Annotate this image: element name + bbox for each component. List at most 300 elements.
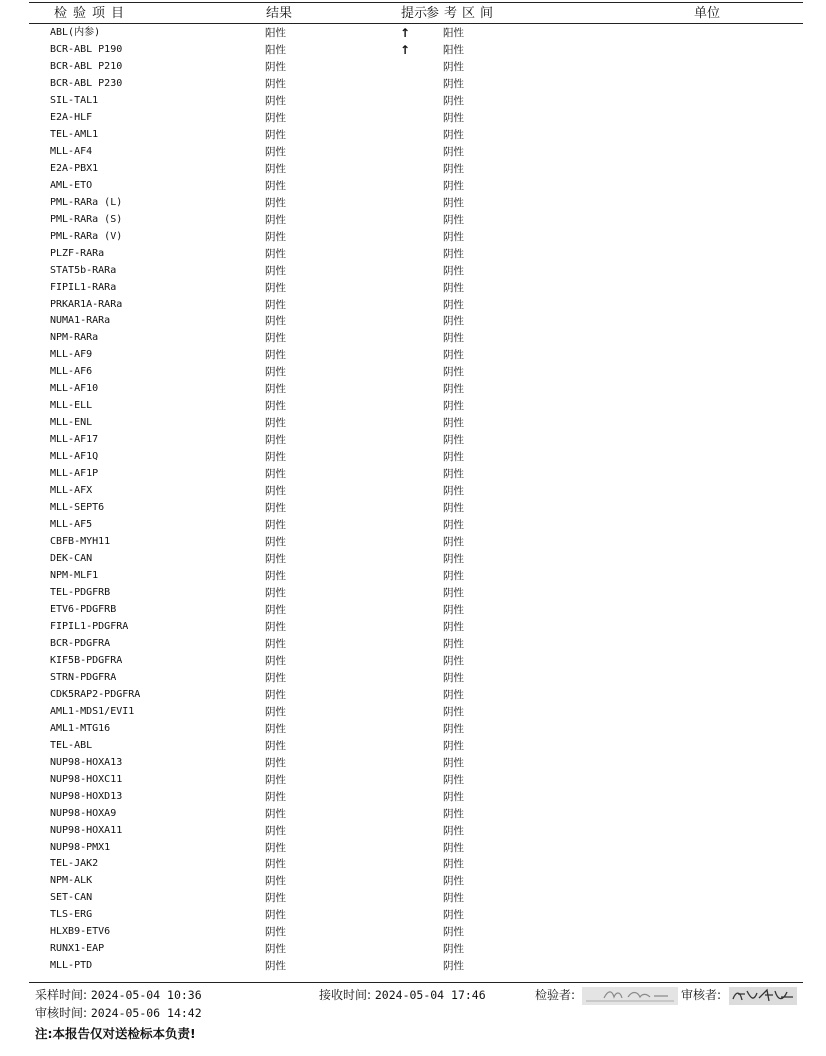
reference-range: 阴性: [443, 77, 464, 90]
test-item-name: AML1-MDS1/EVI1: [50, 705, 135, 717]
result-value: 阴性: [265, 213, 286, 226]
reference-range: 阴性: [443, 739, 464, 752]
abnormal-flag: [398, 958, 412, 975]
abnormal-flag: [398, 789, 412, 806]
result-value: 阴性: [265, 349, 286, 362]
test-item-name: CDK5RAP2-PDGFRA: [50, 688, 141, 700]
test-item-name: BCR-PDGFRA: [50, 637, 111, 649]
result-value: 阴性: [265, 570, 286, 582]
result-value: 阴性: [265, 875, 286, 888]
reference-range: 阴性: [443, 892, 464, 905]
abnormal-flag: [398, 500, 412, 517]
result-value: 阴性: [265, 926, 286, 939]
abnormal-flag: [398, 229, 412, 246]
abnormal-flag: [398, 738, 412, 755]
test-item-name: PML-RARa (L): [50, 196, 123, 208]
reference-range: 阳性: [443, 27, 464, 39]
reference-range: 阴性: [443, 128, 464, 141]
header-unit: 单位: [694, 6, 721, 21]
result-value: 阴性: [265, 128, 286, 141]
reviewer-label: 审核者:: [681, 988, 722, 1002]
tester-label: 检验者:: [535, 988, 576, 1002]
abnormal-flag: [398, 704, 412, 721]
table-row: [0, 42, 826, 59]
abnormal-flag: [398, 381, 412, 398]
abnormal-flag: [398, 415, 412, 432]
result-value: 阴性: [265, 77, 286, 90]
table-row: [0, 449, 826, 466]
table-row: [0, 364, 826, 381]
test-item-name: PLZF-RARa: [50, 247, 105, 259]
table-row: [0, 229, 826, 246]
test-item-name: MLL-ELL: [50, 400, 93, 412]
result-value: 阳性: [265, 43, 286, 56]
results-table: [0, 25, 826, 975]
reference-range: 阴性: [443, 485, 464, 498]
test-item-name: RUNX1-EAP: [50, 943, 105, 955]
test-item-name: MLL-AF5: [50, 519, 93, 531]
test-item-name: E2A-PBX1: [50, 162, 99, 174]
test-item-name: NUP98-HOXA13: [50, 756, 123, 768]
result-value: 阴性: [265, 468, 286, 481]
header-result: 结果: [266, 6, 293, 21]
table-row: [0, 313, 826, 330]
test-item-name: BCR-ABL P230: [50, 77, 123, 89]
reference-range: 阴性: [443, 620, 464, 633]
table-row: [0, 534, 826, 551]
reference-range: 阴性: [443, 213, 464, 226]
reference-range: 阴性: [443, 298, 464, 311]
table-row: [0, 907, 826, 924]
abnormal-flag: [398, 449, 412, 466]
test-item-name: STRN-PDGFRA: [50, 671, 117, 683]
abnormal-flag: [398, 178, 412, 195]
test-item-name: TEL-ABL: [50, 739, 93, 751]
reference-range: 阴性: [443, 586, 464, 599]
table-row: [0, 25, 826, 42]
table-row: [0, 636, 826, 653]
table-row: [0, 653, 826, 670]
receive-time-label: 接收时间:: [319, 988, 372, 1002]
table-row: [0, 823, 826, 840]
reference-range: 阴性: [443, 468, 464, 481]
abnormal-flag: [398, 161, 412, 178]
table-row: [0, 161, 826, 178]
table-row: [0, 704, 826, 721]
abnormal-flag: [398, 517, 412, 534]
result-value: 阴性: [265, 60, 286, 73]
reference-range: 阴性: [443, 264, 464, 277]
abnormal-flag: [398, 76, 412, 93]
table-row: [0, 924, 826, 941]
result-value: 阴性: [265, 620, 286, 633]
abnormal-flag: [398, 483, 412, 500]
abnormal-flag: [398, 772, 412, 789]
abnormal-flag: [398, 856, 412, 873]
test-item-name: TEL-PDGFRB: [50, 586, 111, 598]
abnormal-flag: [398, 432, 412, 449]
table-row: [0, 381, 826, 398]
test-item-name: NPM-ALK: [50, 875, 93, 887]
result-value: 阴性: [265, 756, 286, 769]
reference-range: 阴性: [443, 756, 464, 769]
result-value: 阴性: [265, 790, 286, 803]
test-item-name: PML-RARa (S): [50, 213, 123, 225]
result-value: 阴性: [265, 637, 286, 650]
result-value: 阴性: [265, 162, 286, 175]
reference-range: 阴性: [443, 671, 464, 684]
reference-range: 阴性: [443, 332, 464, 345]
table-row: [0, 178, 826, 195]
result-value: 阴性: [265, 281, 286, 294]
result-value: 阴性: [265, 366, 286, 379]
abnormal-flag: [398, 330, 412, 347]
reference-range: 阴性: [443, 111, 464, 124]
result-value: 阴性: [265, 485, 286, 498]
table-row: [0, 687, 826, 704]
table-row: [0, 890, 826, 907]
table-row: [0, 93, 826, 110]
table-row: [0, 144, 826, 161]
table-row: [0, 76, 826, 93]
test-item-name: NPM-MLF1: [50, 570, 99, 581]
header-reference-range: 参考区间: [426, 6, 499, 21]
header-flag: 提示: [401, 6, 428, 21]
result-value: 阴性: [265, 247, 286, 260]
abnormal-flag: [398, 263, 412, 280]
table-row: [0, 772, 826, 789]
test-item-name: MLL-AF1Q: [50, 451, 99, 463]
test-item-name: SET-CAN: [50, 892, 93, 904]
test-item-name: ABL(内参): [50, 27, 101, 38]
table-row: [0, 500, 826, 517]
result-value: 阴性: [265, 230, 286, 243]
result-value: 阴性: [265, 94, 286, 107]
sample-time-label: 采样时间:: [35, 988, 88, 1002]
test-item-name: E2A-HLF: [50, 111, 93, 123]
reference-range: 阴性: [443, 366, 464, 379]
reference-range: 阴性: [443, 637, 464, 650]
test-item-name: MLL-AF1P: [50, 468, 99, 480]
test-item-name: ETV6-PDGFRB: [50, 603, 117, 615]
test-item-name: TEL-AML1: [50, 128, 99, 140]
test-item-name: AML-ETO: [50, 179, 93, 191]
test-item-name: TEL-JAK2: [50, 858, 99, 870]
abnormal-flag: [398, 840, 412, 857]
abnormal-flag: [398, 212, 412, 229]
reference-range: 阴性: [443, 909, 464, 922]
test-item-name: FIPIL1-PDGFRA: [50, 620, 129, 632]
reference-range: 阳性: [443, 43, 464, 56]
abnormal-flag: [398, 755, 412, 772]
reference-range: 阴性: [443, 502, 464, 515]
reference-range: 阴性: [443, 722, 464, 735]
result-value: 阴性: [265, 773, 286, 786]
abnormal-flag: [398, 534, 412, 551]
abnormal-flag: [398, 687, 412, 704]
table-row: [0, 127, 826, 144]
header-item: 检验项目: [54, 6, 131, 21]
test-item-name: MLL-AFX: [50, 485, 93, 497]
result-value: 阴性: [265, 400, 286, 413]
table-row: [0, 840, 826, 857]
review-time-label: 审核时间:: [35, 1006, 88, 1020]
reference-range: 阴性: [443, 536, 464, 549]
reference-range: 阴性: [443, 417, 464, 430]
table-row: [0, 568, 826, 585]
abnormal-flag: [398, 364, 412, 381]
tester-signature: [582, 985, 678, 1007]
receive-time: [319, 987, 486, 1003]
test-item-name: DEK-CAN: [50, 553, 93, 565]
abnormal-flag: [398, 890, 412, 907]
table-row: [0, 330, 826, 347]
abnormal-flag: ↑: [399, 26, 411, 40]
table-row: [0, 110, 826, 127]
abnormal-flag: [398, 313, 412, 330]
result-value: 阴性: [265, 553, 286, 566]
result-value: 阴性: [265, 451, 286, 464]
footer-rule: [29, 982, 803, 983]
result-value: 阴性: [265, 654, 286, 667]
reference-range: 阴性: [443, 773, 464, 786]
abnormal-flag: [398, 280, 412, 297]
test-item-name: MLL-AF17: [50, 434, 99, 446]
table-row: [0, 59, 826, 76]
reference-range: 阴性: [443, 519, 464, 532]
result-value: 阴性: [265, 417, 286, 430]
result-value: 阴性: [265, 502, 286, 515]
result-value: 阳性: [265, 27, 286, 39]
abnormal-flag: [398, 93, 412, 110]
result-value: 阴性: [265, 264, 286, 277]
table-row: [0, 398, 826, 415]
test-item-name: NUP98-HOXA9: [50, 807, 117, 819]
result-value: 阴性: [265, 383, 286, 396]
result-value: 阴性: [265, 943, 286, 956]
table-row: [0, 856, 826, 873]
result-value: 阴性: [265, 536, 286, 549]
result-value: 阴性: [265, 111, 286, 124]
test-item-name: NUMA1-RARa: [50, 315, 111, 327]
reference-range: 阴性: [443, 553, 464, 566]
abnormal-flag: [398, 806, 412, 823]
result-value: 阴性: [265, 688, 286, 701]
abnormal-flag: [398, 246, 412, 263]
receive-time-value: 2024-05-04 17:46: [374, 988, 486, 1002]
reference-range: 阴性: [443, 60, 464, 73]
table-row: [0, 415, 826, 432]
reference-range: 阴性: [443, 315, 464, 328]
table-row: [0, 483, 826, 500]
reference-range: 阴性: [443, 434, 464, 447]
abnormal-flag: [398, 466, 412, 483]
reference-range: 阴性: [443, 824, 464, 837]
result-value: 阴性: [265, 739, 286, 752]
test-item-name: MLL-SEPT6: [50, 502, 105, 514]
test-item-name: NUP98-HOXA11: [50, 824, 123, 836]
reference-range: 阴性: [443, 570, 464, 582]
test-item-name: STAT5b-RARa: [50, 264, 117, 276]
reference-range: 阴性: [443, 841, 464, 854]
result-value: 阴性: [265, 705, 286, 718]
table-row: [0, 195, 826, 212]
table-row: [0, 738, 826, 755]
reference-range: 阴性: [443, 94, 464, 107]
table-row: [0, 873, 826, 890]
sample-time-value: 2024-05-04 10:36: [90, 988, 202, 1002]
reference-range: 阴性: [443, 603, 464, 616]
test-item-name: MLL-AF6: [50, 366, 93, 378]
reviewer-signature: [729, 985, 797, 1007]
abnormal-flag: [398, 602, 412, 619]
test-item-name: TLS-ERG: [50, 909, 93, 921]
table-row: [0, 602, 826, 619]
abnormal-flag: [398, 823, 412, 840]
test-item-name: FIPIL1-RARa: [50, 281, 117, 293]
abnormal-flag: [398, 653, 412, 670]
result-value: 阴性: [265, 858, 286, 871]
table-row: [0, 551, 826, 568]
abnormal-flag: [398, 941, 412, 958]
reference-range: 阴性: [443, 926, 464, 939]
abnormal-flag: [398, 297, 412, 314]
table-row: [0, 789, 826, 806]
test-item-name: MLL-AF9: [50, 349, 93, 361]
test-item-name: AML1-MTG16: [50, 722, 111, 734]
test-item-name: MLL-PTD: [50, 960, 93, 972]
result-value: 阴性: [265, 519, 286, 532]
table-row: [0, 941, 826, 958]
top-rule: [29, 2, 803, 3]
header-rule: [29, 23, 803, 24]
table-row: [0, 619, 826, 636]
test-item-name: NUP98-HOXC11: [50, 773, 123, 785]
reference-range: 阴性: [443, 383, 464, 396]
result-value: 阴性: [265, 807, 286, 820]
result-value: 阴性: [265, 179, 286, 192]
test-item-name: MLL-AF4: [50, 145, 93, 157]
table-row: [0, 432, 826, 449]
reference-range: 阴性: [443, 875, 464, 888]
result-value: 阴性: [265, 722, 286, 735]
test-item-name: BCR-ABL P190: [50, 43, 123, 55]
test-item-name: KIF5B-PDGFRA: [50, 654, 123, 666]
abnormal-flag: [398, 924, 412, 941]
table-row: [0, 466, 826, 483]
table-row: [0, 806, 826, 823]
table-row: [0, 958, 826, 975]
table-row: [0, 212, 826, 229]
reference-range: 阴性: [443, 230, 464, 243]
result-value: 阴性: [265, 196, 286, 209]
result-value: 阴性: [265, 892, 286, 905]
table-row: [0, 246, 826, 263]
table-row: [0, 755, 826, 772]
reference-range: 阴性: [443, 943, 464, 956]
table-row: [0, 347, 826, 364]
reference-range: 阴性: [443, 688, 464, 701]
abnormal-flag: [398, 873, 412, 890]
table-row: [0, 297, 826, 314]
abnormal-flag: [398, 127, 412, 144]
reference-range: 阴性: [443, 281, 464, 294]
disclaimer-note: 注:本报告仅对送检标本负责!: [35, 1026, 196, 1041]
table-row: [0, 585, 826, 602]
result-value: 阴性: [265, 671, 286, 684]
table-row: [0, 670, 826, 687]
reference-range: 阴性: [443, 960, 464, 973]
result-value: 阴性: [265, 841, 286, 854]
result-value: 阴性: [265, 145, 286, 158]
reference-range: 阴性: [443, 790, 464, 803]
abnormal-flag: [398, 59, 412, 76]
table-row: [0, 517, 826, 534]
reference-range: 阴性: [443, 196, 464, 209]
result-value: 阴性: [265, 909, 286, 922]
test-item-name: NUP98-PMX1: [50, 841, 111, 853]
review-time: [35, 1005, 202, 1021]
result-value: 阴性: [265, 586, 286, 599]
test-item-name: BCR-ABL P210: [50, 60, 123, 72]
abnormal-flag: [398, 195, 412, 212]
result-value: 阴性: [265, 332, 286, 345]
test-item-name: PML-RARa (V): [50, 230, 123, 242]
table-row: [0, 280, 826, 297]
result-value: 阴性: [265, 434, 286, 447]
result-value: 阴性: [265, 960, 286, 973]
reference-range: 阴性: [443, 451, 464, 464]
reference-range: 阴性: [443, 145, 464, 158]
abnormal-flag: [398, 670, 412, 687]
abnormal-flag: [398, 619, 412, 636]
review-time-value: 2024-05-06 14:42: [90, 1006, 202, 1020]
abnormal-flag: [398, 110, 412, 127]
result-value: 阴性: [265, 315, 286, 328]
abnormal-flag: [398, 551, 412, 568]
test-item-name: HLXB9-ETV6: [50, 926, 111, 938]
test-item-name: MLL-ENL: [50, 417, 93, 429]
reference-range: 阴性: [443, 807, 464, 820]
reference-range: 阴性: [443, 162, 464, 175]
test-item-name: SIL-TAL1: [50, 94, 99, 106]
abnormal-flag: [398, 568, 412, 585]
reference-range: 阴性: [443, 400, 464, 413]
table-row: [0, 263, 826, 280]
abnormal-flag: [398, 347, 412, 364]
reference-range: 阴性: [443, 349, 464, 362]
reference-range: 阴性: [443, 654, 464, 667]
abnormal-flag: [398, 144, 412, 161]
abnormal-flag: [398, 907, 412, 924]
test-item-name: NPM-RARa: [50, 332, 99, 344]
result-value: 阴性: [265, 603, 286, 616]
abnormal-flag: [398, 398, 412, 415]
reference-range: 阴性: [443, 858, 464, 871]
test-item-name: CBFB-MYH11: [50, 536, 111, 548]
sample-time: [35, 987, 202, 1003]
test-item-name: PRKAR1A-RARa: [50, 298, 123, 310]
reference-range: 阴性: [443, 179, 464, 192]
abnormal-flag: [398, 636, 412, 653]
test-item-name: MLL-AF10: [50, 383, 99, 395]
reference-range: 阴性: [443, 247, 464, 260]
abnormal-flag: [398, 721, 412, 738]
abnormal-flag: ↑: [399, 42, 411, 57]
test-item-name: NUP98-HOXD13: [50, 790, 123, 802]
abnormal-flag: [398, 585, 412, 602]
result-value: 阴性: [265, 298, 286, 311]
